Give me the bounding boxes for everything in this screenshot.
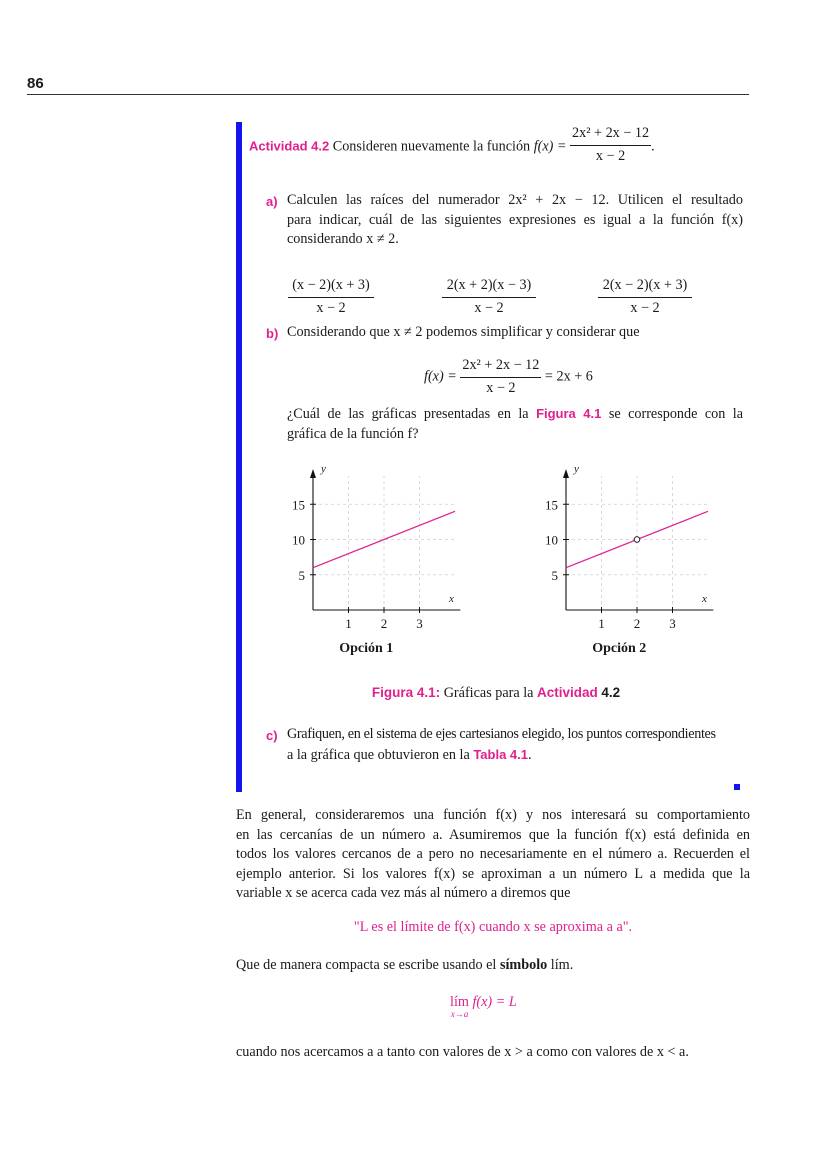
item-b-equation: f(x) = $\frac{\text{2x² + 2x − 12}}{x - 2}$ = 2x + 6 (424, 356, 593, 398)
x-axis-label: x (702, 593, 707, 605)
table-reference-link[interactable]: Tabla 4.1 (473, 746, 529, 762)
page-number: 86 (27, 75, 44, 92)
item-c-text (287, 725, 753, 765)
chart-title: Opción 2 (592, 641, 647, 656)
body-paragraph-2: Que de manera compacta se escribe usando el símbolo lím. (236, 957, 574, 973)
body-p1-last-line: variable x se acerca cada vez más al número a diremos que (236, 885, 571, 901)
x-tick-label: 2 (633, 616, 641, 631)
y-tick-label: 15 (292, 497, 305, 513)
chart-option-2 (533, 458, 733, 658)
figure-caption-text: Gráficas para la (443, 685, 534, 701)
end-of-activity-marker (734, 784, 740, 790)
fraction-numerator: 2x² + 2x − 12 (570, 124, 651, 146)
limit-definition-quote: "L es el límite de f(x) cuando x se aproxima a a". (353, 919, 633, 935)
option-expression-1: $\frac{(x - 2)(x + 3)}{x - 2}$ (288, 276, 374, 318)
body-p1-line: todos los valores cercanos de a pero no necesariamente en el número a. Recuerden el (236, 846, 750, 862)
equation-fraction: $\frac{\text{2x² + 2x − 12}}{x - 2}$ (462, 357, 540, 396)
chart-option-1 (280, 458, 480, 658)
body-paragraph-3: cuando nos acercamos a a tanto con valores de x > a como con valores de x < a. (236, 1044, 689, 1060)
figure-caption (236, 683, 756, 704)
item-c-line-1: Grafiquen, en el sistema de ejes cartesianos elegido, los puntos correspondientes (287, 726, 716, 742)
limit-notation (450, 995, 517, 1019)
y-axis-arrow (310, 469, 316, 478)
item-a-line-1: Calculen las raíces del numerador 2x² + 2x − 12. Utilicen el resultado (287, 192, 743, 208)
body-paragraph-1 (236, 806, 750, 904)
y-tick-label: 15 (545, 497, 558, 513)
y-axis-arrow (563, 469, 569, 478)
item-b-line-1: Considerando que x ≠ 2 podemos simplificar y considerar que (287, 324, 640, 340)
body-p1-line: en las cercanías de un número a. Asumiremos que la función f(x) está definida en (236, 826, 750, 843)
fraction-denominator: x − 2 (595, 147, 626, 164)
figure-caption-num: 4.2 (601, 685, 621, 700)
figure-reference-link[interactable]: Figura 4.1 (536, 406, 602, 421)
header-rule (27, 94, 749, 95)
symbol-word: símbolo (499, 957, 548, 973)
item-c-line-2: a la gráfica que obtuvieron en la Tabla 4.1. (287, 746, 532, 763)
item-a-line-2: para indicar, cuál de las siguientes expresiones es igual a la función f(x) (287, 211, 743, 228)
activity-header: Actividad 4.2 Consideren nuevamente la función f(x) = $\frac{\text{2x² + 2x − 12}}{x - 2}$ . (249, 128, 749, 166)
body-p1-line: ejemplo anterior. Si los valores f(x) se aproximan a un número L a medida que la (236, 865, 750, 882)
limit-expression: f(x) = L (472, 994, 517, 1010)
item-b-marker: b) (266, 326, 279, 341)
activity-fx: f(x) = (533, 138, 567, 155)
body-p1-line: En general, consideraremos una función f(x) y nos interesará su comportamiento (236, 807, 750, 823)
activity-fraction (570, 124, 651, 166)
x-tick-label: 1 (345, 616, 352, 631)
y-tick-label: 10 (292, 532, 305, 548)
option-expression-2: $\frac{2(x + 2)(x - 3)}{x - 2}$ (442, 276, 536, 318)
y-tick-label: 5 (551, 567, 558, 583)
x-tick-label: 3 (669, 616, 676, 631)
x-tick-label: 2 (380, 616, 388, 631)
activity-intro: Consideren nuevamente la función (332, 138, 531, 155)
limit-subscript: x→a (450, 1009, 469, 1019)
figure-caption-label: Figura 4.1: (371, 685, 441, 700)
x-axis-label: x (449, 593, 454, 605)
limit-word: lím (450, 994, 469, 1010)
x-tick-label: 1 (598, 616, 605, 631)
figure-caption-ref[interactable]: Actividad (537, 685, 598, 700)
chart-title: Opción 1 (339, 641, 394, 656)
item-a-line-3: considerando x ≠ 2. (287, 231, 399, 247)
y-tick-label: 5 (298, 567, 305, 583)
open-point (634, 537, 640, 543)
y-axis-label: y (574, 463, 579, 476)
item-b-question-line-2: gráfica de la función f? (287, 425, 419, 442)
item-c-marker: c) (266, 728, 278, 743)
activity-label: Actividad 4.2 (249, 138, 330, 154)
item-a-text (287, 191, 743, 250)
y-tick-label: 10 (545, 532, 558, 548)
option-expression-3: $\frac{2(x - 2)(x + 3)}{x - 2}$ (598, 276, 692, 318)
item-b-question: ¿Cuál de las gráficas presentadas en la Figura 4.1 se corresponde con la gráfica de la función f? (287, 404, 743, 444)
item-a-marker: a) (266, 194, 278, 209)
x-tick-label: 3 (416, 616, 423, 631)
y-axis-label: y (321, 463, 326, 476)
